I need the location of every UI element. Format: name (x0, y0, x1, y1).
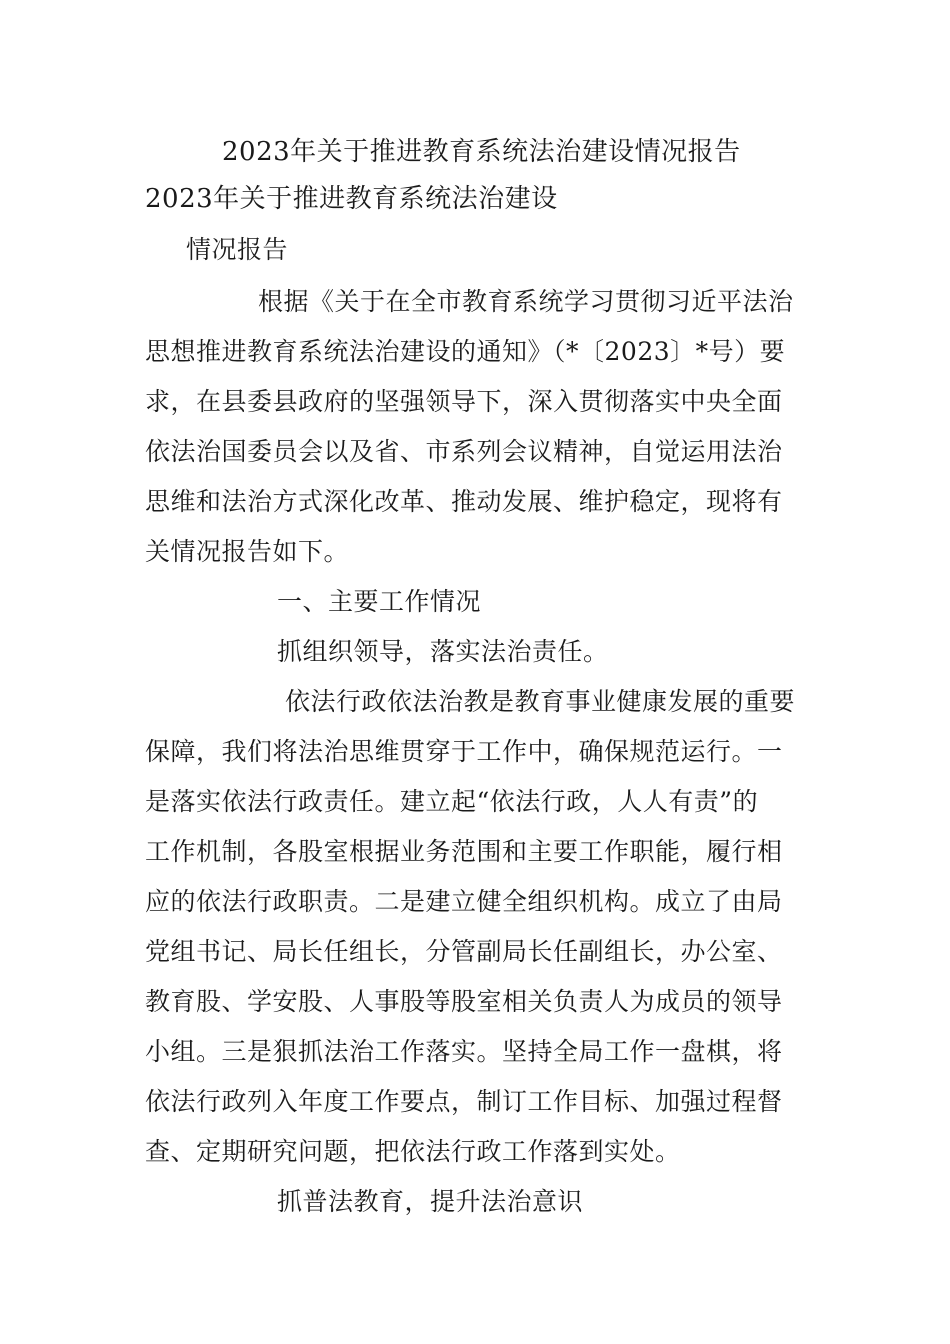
paragraph-line: 是落实依法行政责任。建立起“依法行政，人人有责”的 (145, 787, 759, 816)
paragraph-line: 思想推进教育系统法治建设的通知》（*〔2023〕*号）要 (145, 337, 786, 366)
paragraph-line: 思维和法治方式深化改革、推动发展、维护稳定，现将有 (145, 487, 783, 516)
paragraph-line: 查、定期研究问题，把依法行政工作落到实处。 (145, 1137, 681, 1166)
subsection-heading: 抓组织领导，落实法治责任。 (277, 637, 609, 666)
paragraph-line: 党组书记、局长任组长，分管副局长任副组长，办公室、 (145, 937, 783, 966)
paragraph-line: 关情况报告如下。 (145, 537, 350, 566)
paragraph-line: 小组。三是狠抓法治工作落实。坚持全局工作一盘棋，将 (145, 1037, 783, 1066)
paragraph-line: 依法行政列入年度工作要点，制订工作目标、加强过程督 (145, 1087, 783, 1116)
paragraph-line: 保障，我们将法治思维贯穿于工作中，确保规范运行。一 (145, 737, 783, 766)
paragraph-line: 依法治国委员会以及省、市系列会议精神，自觉运用法治 (145, 437, 783, 466)
paragraph-line: 教育股、学安股、人事股等股室相关负责人为成员的领导 (145, 987, 783, 1016)
document-title: 2023年关于推进教育系统法治建设情况报告 (222, 137, 741, 167)
paragraph-line: 应的依法行政职责。二是建立健全组织机构。成立了由局 (145, 887, 783, 916)
paragraph-line: 根据《关于在全市教育系统学习贯彻习近平法治 (258, 287, 794, 316)
document-title-line-3: 情况报告 (186, 235, 289, 264)
paragraph-line: 依法行政依法治教是教育事业健康发展的重要 (285, 687, 796, 716)
section-heading: 一、主要工作情况 (277, 587, 482, 616)
paragraph-line: 求，在县委县政府的坚强领导下，深入贯彻落实中央全面 (145, 387, 783, 416)
document-title-line-2: 2023年关于推进教育系统法治建设 (145, 184, 558, 214)
paragraph-line: 工作机制，各股室根据业务范围和主要工作职能，履行相 (145, 837, 783, 866)
subsection-heading: 抓普法教育，提升法治意识 (277, 1187, 584, 1216)
